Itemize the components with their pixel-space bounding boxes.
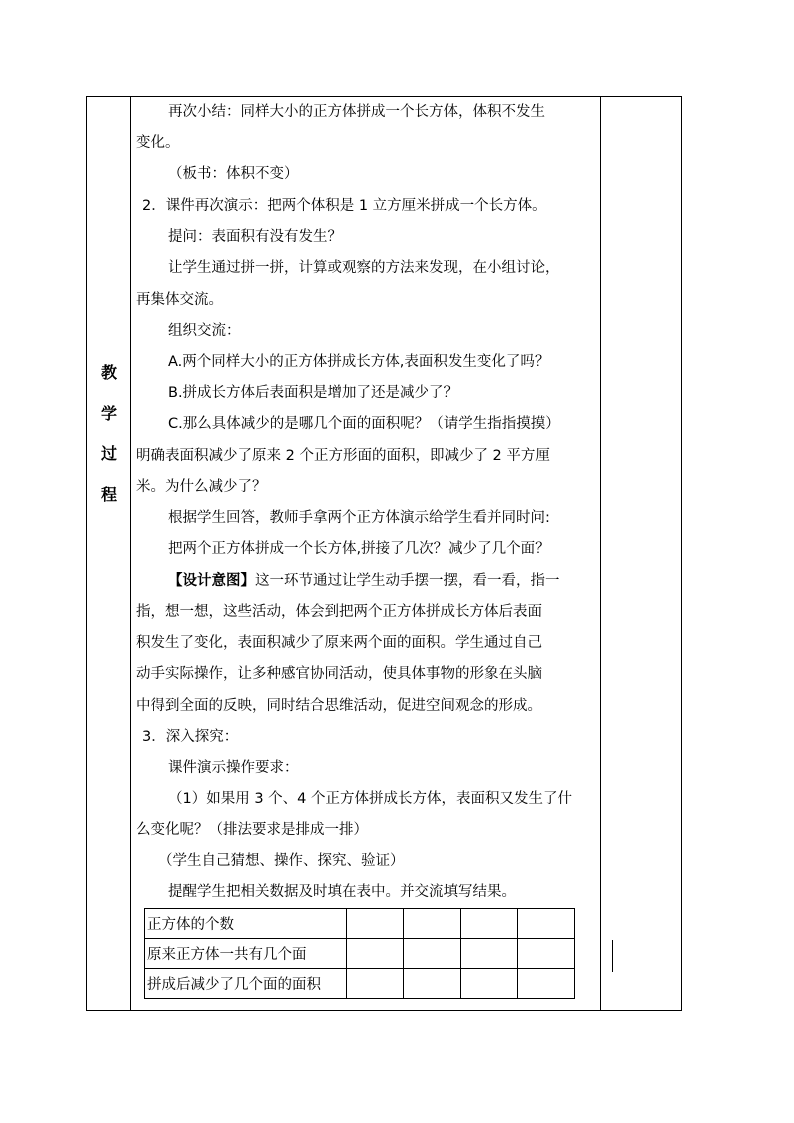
text-line: 再集体交流。 [136, 292, 223, 308]
side-label-char: 学 [100, 403, 117, 423]
row-label: 拼成后减少了几个面的面积 [145, 969, 347, 999]
text-line: 米。为什么减少了？ [136, 479, 267, 495]
fill-cell[interactable] [404, 909, 461, 939]
text-line: 3．深入探究： [142, 729, 239, 745]
table-row [145, 969, 575, 999]
table-row [145, 909, 575, 939]
text-line: 把两个正方体拼成一个长方体,拼接了几次？减少了几个面？ [168, 541, 550, 557]
right-column-divider [600, 97, 601, 1010]
side-label [87, 353, 131, 515]
fill-cell[interactable] [461, 969, 518, 999]
fill-cell[interactable] [404, 939, 461, 969]
text-line: 再次小结：同样大小的正方体拼成一个长方体，体积不发生 [168, 104, 545, 120]
fill-cell[interactable] [461, 909, 518, 939]
text-line: 提醒学生把相关数据及时填在表中。并交流填写结果。 [168, 884, 516, 900]
text-line: 根据学生回答，教师手拿两个正方体演示给学生看并同时问: [168, 510, 550, 526]
text-line: 提问：表面积有没有发生？ [168, 229, 342, 245]
text-line: （1）如果用 3 个、4 个正方体拼成长方体，表面积又发生了什 [168, 791, 573, 807]
text-line: 明确表面积减少了原来 2 个正方形面的面积，即减少了 2 平方厘 [136, 448, 550, 464]
side-label-char: 教 [100, 363, 117, 382]
fill-cell[interactable] [461, 939, 518, 969]
design-intent-mark: 【设计意图】 [168, 573, 255, 589]
side-label-char: 过 [100, 444, 117, 463]
text-line: C.那么具体减少的是哪几个面的面积呢？（请学生指指摸摸） [168, 416, 560, 432]
text-line: （学生自己猜想、操作、探究、验证） [158, 853, 405, 869]
text-line: （板书：体积不变） [168, 166, 299, 182]
text-line: 中得到全面的反映，同时结合思维活动，促进空间观念的形成。 [136, 698, 542, 714]
text-line: 组织交流： [168, 323, 241, 339]
text-line: 么变化呢？（排法要求是排成一排） [136, 822, 368, 838]
text-line: 课件演示操作要求： [168, 760, 299, 776]
text-line: 动手实际操作，让多种感官协同活动，使具体事物的形象在头脑 [136, 666, 542, 682]
side-label-column [87, 97, 131, 1010]
fill-in-table [144, 908, 575, 999]
fill-cell[interactable] [518, 969, 575, 999]
design-intent-line [168, 571, 560, 591]
text-line: B.拼成长方体后表面积是增加了还是减少了？ [168, 385, 459, 401]
fill-cell[interactable] [347, 969, 404, 999]
fill-cell[interactable] [347, 909, 404, 939]
text-cursor [612, 940, 613, 972]
text-line: 让学生通过拼一拼，计算或观察的方法来发现，在小组讨论， [168, 260, 560, 276]
fill-cell[interactable] [404, 969, 461, 999]
row-label: 正方体的个数 [145, 909, 347, 939]
text-line: 指，想一想，这些活动，体会到把两个正方体拼成长方体后表面 [136, 604, 542, 620]
text-line: 变化。 [136, 135, 180, 151]
text-span: 这一环节通过让学生动手摆一摆，看一看，指一 [255, 573, 560, 589]
fill-cell[interactable] [347, 939, 404, 969]
text-line: A.两个同样大小的正方体拼成长方体,表面积发生变化了吗？ [168, 354, 550, 370]
text-line: 积发生了变化，表面积减少了原来两个面的面积。学生通过自己 [136, 635, 542, 651]
text-line: 2．课件再次演示：把两个体积是 1 立方厘米拼成一个长方体。 [142, 198, 547, 214]
table-row [145, 939, 575, 969]
row-label: 原来正方体一共有几个面 [145, 939, 347, 969]
fill-cell[interactable] [518, 909, 575, 939]
side-label-char: 程 [100, 484, 117, 504]
fill-cell[interactable] [518, 939, 575, 969]
